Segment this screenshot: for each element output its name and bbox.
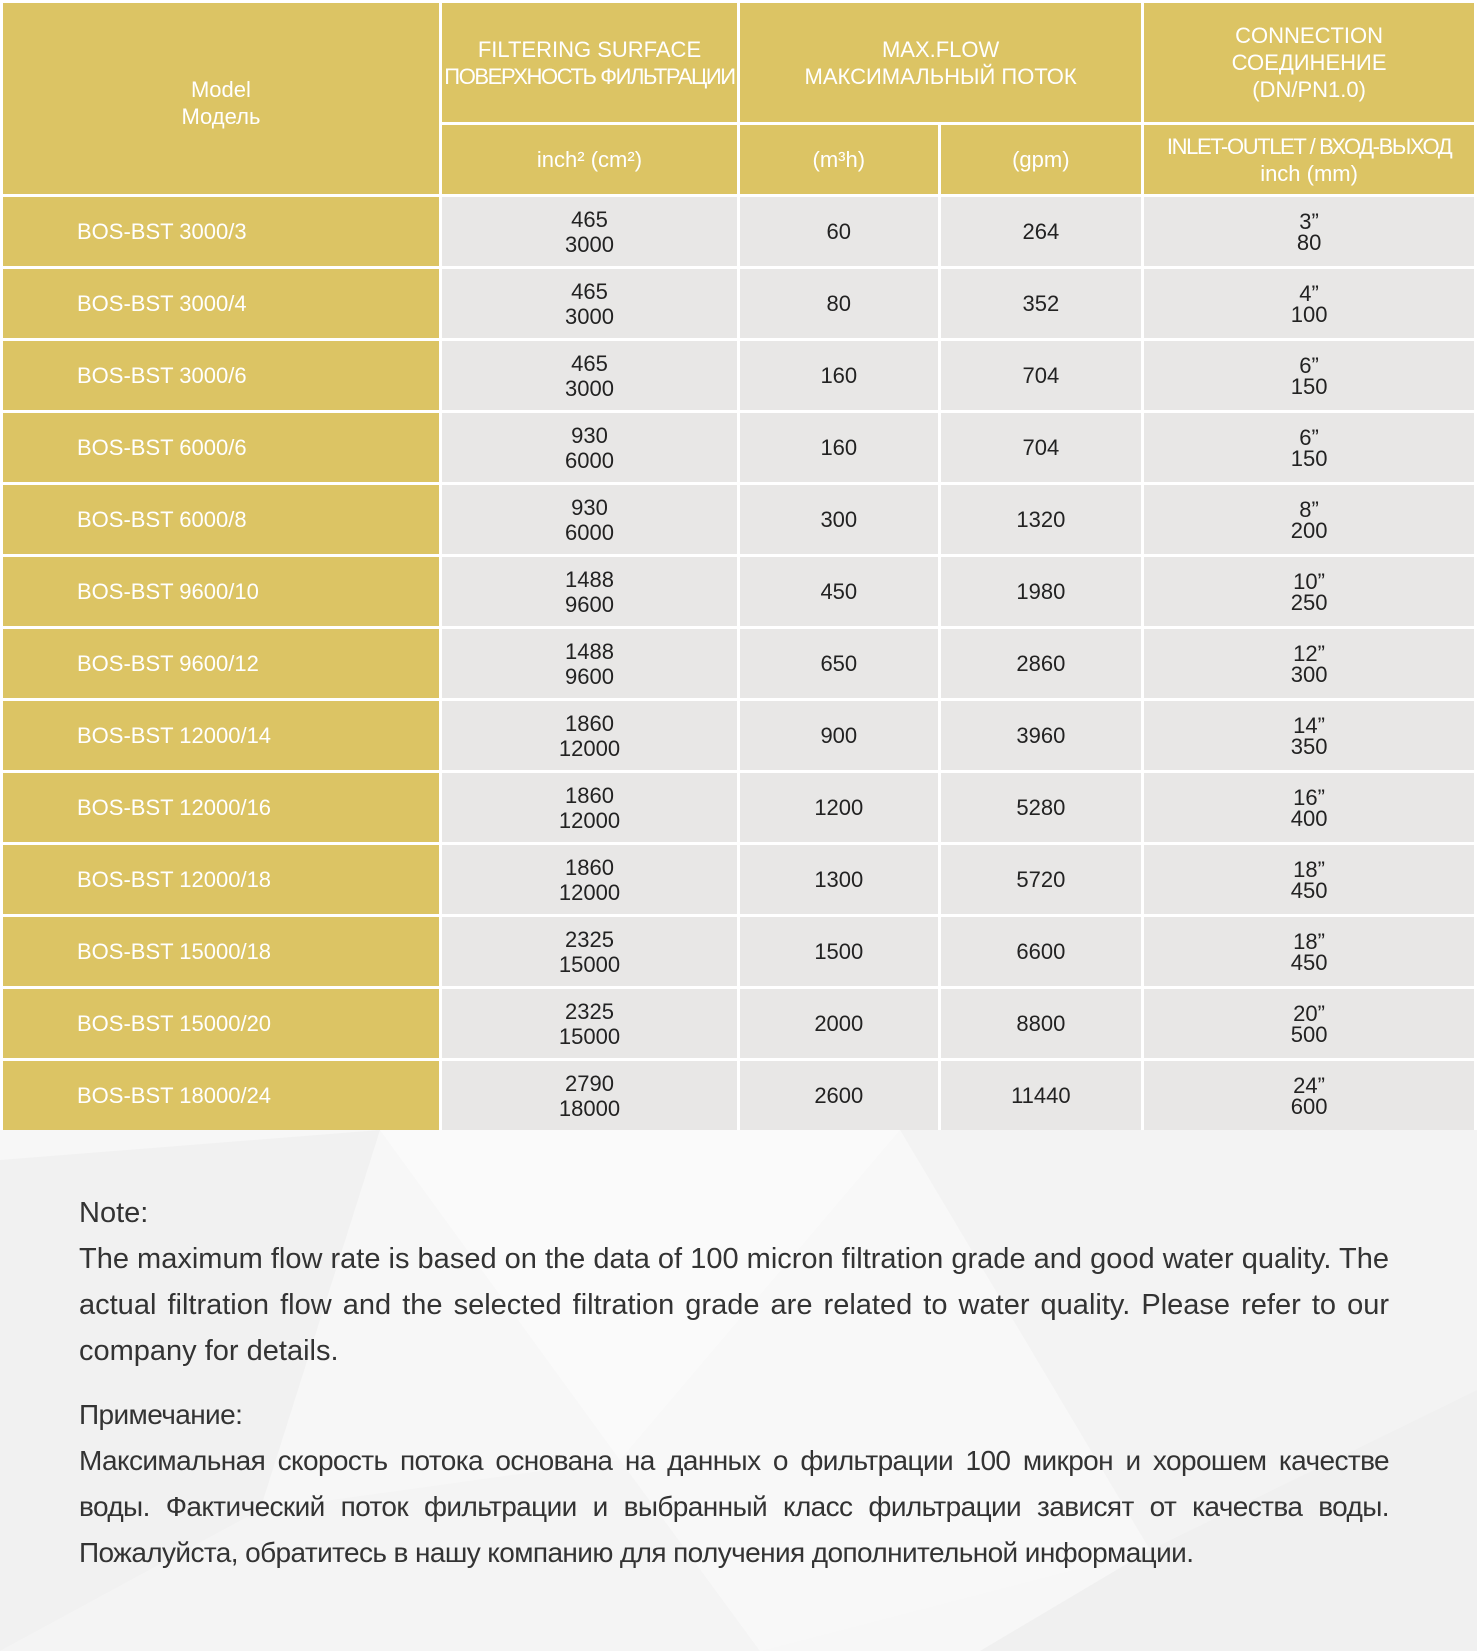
flow-gpm-cell (941, 773, 1142, 842)
flow-gpm-value: 5280 (1016, 795, 1066, 820)
flow-m3h-cell (740, 413, 937, 482)
model-name: BOS-BST 3000/4 (77, 290, 247, 316)
flow-gpm-value: 704 (1022, 363, 1060, 388)
model-name: BOS-BST 15000/20 (77, 1010, 272, 1036)
surface-cell (442, 341, 737, 410)
flow-gpm-value: 11440 (1011, 1083, 1071, 1108)
model-name: BOS-BST 18000/24 (77, 1082, 272, 1108)
surface-cm-value: 15000 (558, 951, 621, 977)
flow-m3h-value: 1300 (814, 867, 864, 892)
surface-cell (442, 269, 737, 338)
model-cell (3, 413, 439, 482)
flow-m3h-value: 160 (820, 435, 858, 460)
model-name: BOS-BST 15000/18 (77, 938, 272, 964)
connection-cell (1144, 701, 1474, 770)
surface-inch-value: 2325 (565, 926, 614, 952)
table-row (3, 485, 1474, 554)
model-name: BOS-BST 12000/18 (77, 866, 272, 892)
surface-header-en: FILTERING SURFACE (477, 36, 702, 62)
flow-m3h-value: 80 (826, 291, 852, 316)
flow-gpm-cell (941, 413, 1142, 482)
surface-cm-value: 15000 (558, 1023, 621, 1049)
surface-inch-value: 1860 (565, 854, 614, 880)
unit-gpm: (gpm) (941, 125, 1142, 194)
surface-cell (442, 485, 737, 554)
flow-gpm-value: 8800 (1016, 1011, 1066, 1036)
notes-section (79, 1190, 1389, 1576)
surface-cell (442, 989, 737, 1058)
surface-cell (442, 773, 737, 842)
connection-mm-value: 400 (1290, 805, 1328, 831)
connection-inch-value: 24” (1293, 1072, 1325, 1098)
flow-gpm-cell (941, 557, 1142, 626)
surface-header-ru: ПОВЕРХНОСТЬ ФИЛЬТРАЦИИ (444, 63, 735, 89)
surface-cm-value: 12000 (558, 879, 621, 905)
flow-gpm-cell (941, 485, 1142, 554)
model-name: BOS-BST 6000/8 (77, 506, 247, 532)
surface-inch-value: 465 (571, 350, 608, 376)
model-cell (3, 485, 439, 554)
flow-header (740, 3, 1141, 122)
note-ru-title: Примечание: (79, 1399, 243, 1430)
unit-connection (1144, 125, 1474, 194)
table-row (3, 1061, 1474, 1130)
model-cell (3, 269, 439, 338)
model-header (3, 3, 439, 194)
table-row (3, 269, 1474, 338)
model-cell (3, 1061, 439, 1130)
connection-inch-value: 12” (1293, 640, 1325, 666)
flow-header-ru: МАКСИМАЛЬНЫЙ ПОТОК (804, 63, 1077, 89)
flow-gpm-value: 2860 (1016, 651, 1066, 676)
connection-header (1144, 3, 1474, 122)
surface-inch-value: 1860 (565, 710, 614, 736)
model-cell (3, 197, 439, 266)
connection-cell (1144, 989, 1474, 1058)
connection-inch-value: 20” (1293, 1000, 1325, 1026)
surface-inch-value: 465 (571, 206, 608, 232)
flow-m3h-value: 60 (826, 219, 852, 244)
surface-inch-value: 1860 (565, 782, 614, 808)
note-en-title: Note: (79, 1197, 149, 1229)
flow-gpm-cell (941, 701, 1142, 770)
flow-gpm-cell (941, 989, 1142, 1058)
flow-gpm-cell (941, 1061, 1142, 1130)
unit-surface: inch² (cm²) (442, 125, 737, 194)
flow-gpm-value: 5720 (1016, 867, 1066, 892)
model-cell (3, 701, 439, 770)
surface-cm-value: 6000 (565, 519, 614, 545)
connection-inch-value: 3” (1299, 208, 1319, 234)
connection-inch-value: 14” (1293, 712, 1325, 738)
flow-m3h-value: 650 (820, 651, 858, 676)
flow-m3h-value: 1200 (814, 795, 864, 820)
model-cell (3, 845, 439, 914)
surface-cell (442, 1061, 737, 1130)
flow-gpm-value: 1980 (1016, 579, 1066, 604)
connection-inch-value: 10” (1293, 568, 1325, 594)
table-row (3, 773, 1474, 842)
surface-cell (442, 701, 737, 770)
flow-m3h-cell (740, 773, 937, 842)
flow-gpm-cell (941, 845, 1142, 914)
connection-header-std: (DN/PN1.0) (1252, 77, 1366, 102)
connection-cell (1144, 773, 1474, 842)
note-en-text: The maximum flow rate is based on the data of 100 micron filtration grade and good water quality. The actual filtration flow and the selected filtration grade are related to water quality. Please refer to our company for details. (79, 1243, 1389, 1367)
connection-inch-value: 4” (1299, 280, 1319, 306)
flow-m3h-value: 1500 (814, 939, 864, 964)
surface-inch-value: 465 (571, 278, 608, 304)
flow-m3h-cell (740, 917, 937, 986)
flow-m3h-cell (740, 269, 937, 338)
model-name: BOS-BST 3000/3 (77, 218, 247, 244)
connection-mm-value: 450 (1290, 949, 1328, 975)
unit-m3h: (m³h) (740, 125, 937, 194)
surface-inch-value: 930 (571, 422, 608, 448)
flow-m3h-cell (740, 989, 937, 1058)
flow-m3h-cell (740, 701, 937, 770)
connection-inch-value: 18” (1293, 928, 1325, 954)
model-name: BOS-BST 12000/16 (77, 794, 272, 820)
flow-gpm-cell (941, 629, 1142, 698)
model-name: BOS-BST 9600/12 (77, 650, 259, 676)
model-cell (3, 557, 439, 626)
connection-mm-value: 150 (1290, 373, 1328, 399)
surface-cm-value: 3000 (565, 231, 614, 257)
flow-m3h-cell (740, 1061, 937, 1130)
connection-mm-value: 450 (1290, 877, 1328, 903)
connection-mm-value: 500 (1290, 1021, 1328, 1047)
flow-m3h-value: 160 (820, 363, 858, 388)
flow-m3h-cell (740, 629, 937, 698)
surface-cm-value: 3000 (565, 375, 614, 401)
flow-gpm-cell (941, 269, 1142, 338)
model-name: BOS-BST 3000/6 (77, 362, 247, 388)
connection-cell (1144, 485, 1474, 554)
connection-cell (1144, 341, 1474, 410)
flow-gpm-value: 352 (1022, 291, 1060, 316)
connection-cell (1144, 557, 1474, 626)
flow-m3h-cell (740, 197, 937, 266)
flow-m3h-cell (740, 341, 937, 410)
connection-cell (1144, 413, 1474, 482)
surface-cell (442, 413, 737, 482)
connection-inch-value: 18” (1293, 856, 1325, 882)
connection-inch-value: 16” (1293, 784, 1325, 810)
connection-mm-value: 350 (1290, 733, 1328, 759)
connection-cell (1144, 269, 1474, 338)
surface-cm-value: 6000 (565, 447, 614, 473)
connection-cell (1144, 197, 1474, 266)
unit-connection-title: INLET-OUTLET / ВХОД-ВЫХОД (1166, 133, 1452, 159)
connection-inch-value: 6” (1299, 352, 1319, 378)
surface-inch-value: 2790 (565, 1070, 614, 1096)
surface-header (442, 3, 737, 122)
flow-m3h-cell (740, 485, 937, 554)
flow-m3h-value: 2000 (814, 1011, 864, 1036)
surface-cell (442, 197, 737, 266)
surface-cm-value: 9600 (565, 591, 614, 617)
table-row (3, 989, 1474, 1058)
table-row (3, 557, 1474, 626)
connection-header-ru: СОЕДИНЕНИЕ (1231, 50, 1387, 75)
flow-m3h-cell (740, 845, 937, 914)
flow-gpm-value: 6600 (1016, 939, 1066, 964)
surface-cm-value: 9600 (565, 663, 614, 689)
flow-m3h-value: 2600 (814, 1083, 864, 1108)
spec-table-body (3, 197, 1474, 1130)
connection-mm-value: 150 (1290, 445, 1328, 471)
connection-cell (1144, 1061, 1474, 1130)
flow-gpm-value: 264 (1022, 219, 1060, 244)
connection-mm-value: 100 (1290, 301, 1328, 327)
flow-m3h-cell (740, 557, 937, 626)
surface-cell (442, 917, 737, 986)
connection-mm-value: 600 (1290, 1093, 1328, 1119)
model-cell (3, 773, 439, 842)
connection-inch-value: 6” (1299, 424, 1319, 450)
surface-cm-value: 3000 (565, 303, 614, 329)
connection-cell (1144, 845, 1474, 914)
table-row (3, 629, 1474, 698)
surface-inch-value: 1488 (565, 638, 614, 664)
surface-inch-value: 2325 (565, 998, 614, 1024)
connection-mm-value: 80 (1296, 229, 1322, 255)
model-name: BOS-BST 9600/10 (77, 578, 259, 604)
model-cell (3, 341, 439, 410)
connection-mm-value: 300 (1290, 661, 1328, 687)
surface-inch-value: 930 (571, 494, 608, 520)
header-row-top (3, 3, 1474, 122)
table-row (3, 845, 1474, 914)
model-header-ru: Модель (181, 103, 261, 129)
connection-inch-value: 8” (1299, 496, 1319, 522)
model-cell (3, 989, 439, 1058)
note-ru-text: Максимальная скорость потока основана на данных о фильтрации 100 микрон и хорошем качестве воды. Фактический поток фильтрации и выбранный класс фильтрации зависят от качества воды. Пожалуйста, обратитесь в нашу компанию для получения дополнительной информации. (79, 1445, 1389, 1568)
connection-cell (1144, 917, 1474, 986)
flow-m3h-value: 450 (820, 579, 858, 604)
connection-mm-value: 250 (1290, 589, 1328, 615)
table-row (3, 341, 1474, 410)
table-row (3, 701, 1474, 770)
flow-gpm-cell (941, 917, 1142, 986)
flow-gpm-cell (941, 197, 1142, 266)
table-row (3, 197, 1474, 266)
model-cell (3, 917, 439, 986)
flow-gpm-cell (941, 341, 1142, 410)
flow-gpm-value: 1320 (1016, 507, 1066, 532)
surface-cell (442, 629, 737, 698)
model-name: BOS-BST 6000/6 (77, 434, 247, 460)
flow-m3h-value: 300 (820, 507, 858, 532)
unit-connection-inch-mm: inch (mm) (1260, 160, 1358, 186)
connection-cell (1144, 629, 1474, 698)
model-header-en: Model (190, 76, 251, 102)
model-cell (3, 629, 439, 698)
surface-cm-value: 12000 (558, 735, 621, 761)
connection-mm-value: 200 (1290, 517, 1328, 543)
flow-gpm-value: 3960 (1016, 723, 1066, 748)
flow-m3h-value: 900 (820, 723, 858, 748)
table-row (3, 413, 1474, 482)
surface-inch-value: 1488 (565, 566, 614, 592)
model-name: BOS-BST 12000/14 (77, 722, 272, 748)
table-row (3, 917, 1474, 986)
surface-cell (442, 845, 737, 914)
flow-header-en: MAX.FLOW (881, 36, 1000, 62)
surface-cm-value: 18000 (558, 1095, 621, 1121)
surface-cm-value: 12000 (558, 807, 621, 833)
surface-cell (442, 557, 737, 626)
connection-header-en: CONNECTION (1235, 23, 1384, 48)
flow-gpm-value: 704 (1022, 435, 1060, 460)
